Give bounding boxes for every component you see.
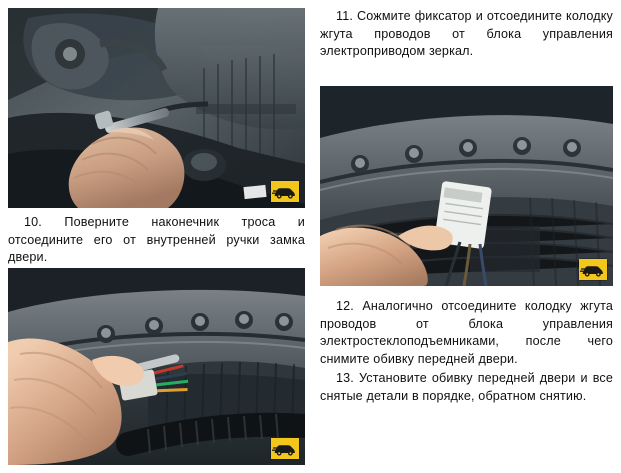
step-11-text: [320, 8, 613, 61]
photo-mirror-connector-image: [320, 86, 613, 286]
steps-12-13-text: [320, 298, 613, 405]
step-11-paragraph: 11. Сожмите фиксатор и отсоедините колодку жгута проводов от блока управления электроприводом зеркал.: [320, 9, 613, 58]
photo-window-connector: [8, 268, 305, 465]
car-icon: [271, 438, 299, 459]
step-10-text: [8, 214, 305, 267]
step-13-paragraph: 13. Установите обивку передней двери и все снятые детали в порядке, обратном снятию.: [320, 371, 613, 403]
step-12-paragraph: 12. Аналогично отсоедините колодку жгута проводов от блока управления электростеклоподъемниками, после чего снимите обивку передней двери.: [320, 299, 613, 366]
photo-window-connector-image: [8, 268, 305, 465]
photo-door-handle-image: [8, 8, 305, 208]
photo-mirror-connector: [320, 86, 613, 286]
step-10-paragraph: 10. Поверните наконечник троса и отсоедините его от внутренней ручки замка двери.: [8, 215, 305, 264]
car-icon: [271, 181, 299, 202]
car-icon: [579, 259, 607, 280]
photo-door-handle: [8, 8, 305, 208]
